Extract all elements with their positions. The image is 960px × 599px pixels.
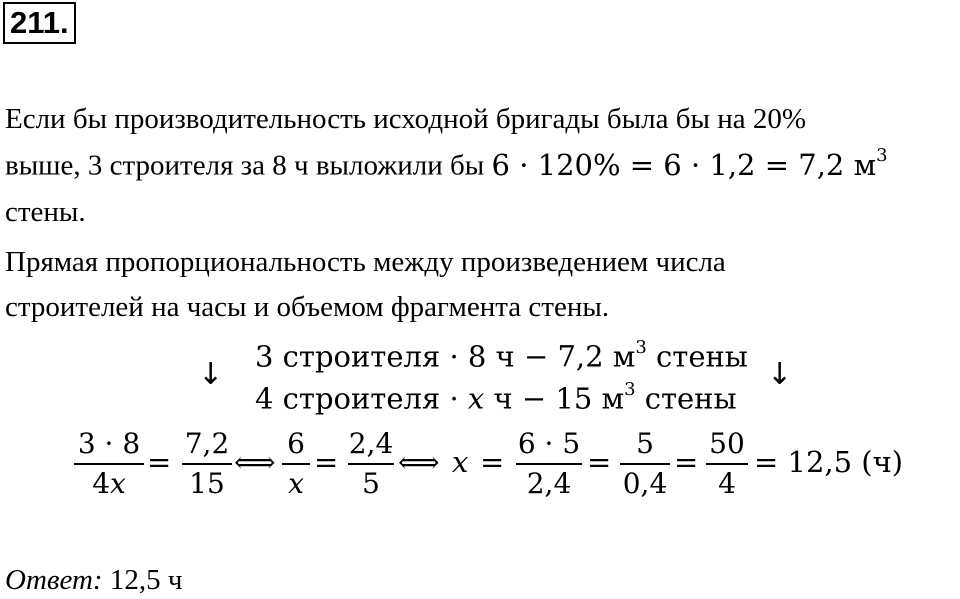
fraction-3-numerator: 6 [287, 427, 305, 460]
variable-x [452, 445, 469, 479]
fraction-bar [516, 463, 582, 465]
fraction-7-denominator: 4 [718, 467, 736, 500]
equals-sign: = [147, 445, 172, 479]
variable-x-symbol: x [452, 445, 469, 479]
denominator-coefficient: 4 [92, 467, 111, 500]
proportion-row-2-tail: стены [635, 381, 737, 416]
down-arrow-left: ↓ [198, 357, 224, 392]
cubic-exponent: 3 [624, 379, 636, 400]
paragraph-line-2-math [491, 145, 888, 182]
fraction-7 [706, 427, 748, 501]
paragraph-line-3: стены. [5, 196, 86, 228]
equals-sign: = [314, 445, 339, 479]
down-arrow-right: ↓ [767, 357, 793, 392]
paragraph-line-2-text: выше, 3 строителя за 8 ч выложили бы [5, 149, 485, 182]
fraction-bar [282, 463, 310, 465]
fraction-1-denominator [74, 467, 144, 501]
fraction-7-numerator: 50 [709, 427, 745, 460]
answer-value: 12,5 ч [109, 564, 183, 596]
cubic-exponent: 3 [876, 145, 888, 166]
fraction-4-numerator: 2,4 [348, 427, 394, 460]
equals-sign: = [587, 445, 612, 479]
equals-sign: = [480, 445, 505, 479]
fraction-bar [348, 463, 394, 465]
paragraph-line-1: Если бы производительность исходной бригады была бы на 20% [5, 103, 807, 135]
variable-x: x [288, 467, 304, 500]
iff-sign: ⟺ [234, 445, 276, 479]
fraction-5-denominator: 2,4 [526, 467, 572, 500]
percent-calc: 6 · 120% = 6 · 1,2 = 7,2 м [491, 147, 877, 182]
paragraph-line-2 [5, 145, 888, 182]
fraction-1-numerator: 3 · 8 [77, 427, 141, 460]
answer-line [5, 566, 182, 595]
proportion-row-2 [255, 379, 737, 416]
fraction-4 [348, 427, 394, 501]
fraction-5-numerator: 6 · 5 [517, 427, 581, 460]
fraction-3 [282, 427, 310, 501]
proportion-row-2-main: 4 строителя · [255, 381, 468, 416]
task-number: 211. [3, 2, 76, 44]
paragraph-line-4: Прямая пропорциональность между произведением числа [5, 246, 726, 278]
fraction-bar [74, 463, 144, 465]
fraction-bar [182, 463, 232, 465]
fraction-1 [74, 427, 144, 501]
proportion-row-2-mid: ч − 15 м [484, 381, 625, 416]
fraction-2 [182, 427, 232, 501]
fraction-3-denominator [282, 467, 310, 501]
fraction-2-numerator: 7,2 [184, 427, 230, 460]
fraction-6-numerator: 5 [636, 427, 654, 460]
equation-result: = 12,5 (ч) [754, 445, 904, 479]
fraction-bar [620, 463, 670, 465]
proportion-row-1 [255, 337, 748, 374]
fraction-bar [706, 463, 748, 465]
variable-x: x [110, 467, 126, 500]
paragraph-line-5: строителей на часы и объемом фрагмента стены. [5, 291, 610, 323]
cubic-exponent: 3 [635, 337, 647, 358]
equals-sign: = [674, 445, 699, 479]
variable-x: x [467, 381, 485, 416]
fraction-5 [516, 427, 582, 501]
fraction-6-denominator: 0,4 [622, 467, 668, 500]
fraction-4-denominator: 5 [362, 467, 380, 500]
iff-sign: ⟺ [398, 445, 440, 479]
fraction-2-denominator: 15 [189, 467, 225, 500]
proportion-row-1-main: 3 строителя · 8 ч − 7,2 м [255, 339, 636, 374]
fraction-6 [620, 427, 670, 501]
answer-label: Ответ: [5, 564, 103, 596]
proportion-row-1-tail: стены [646, 339, 748, 374]
